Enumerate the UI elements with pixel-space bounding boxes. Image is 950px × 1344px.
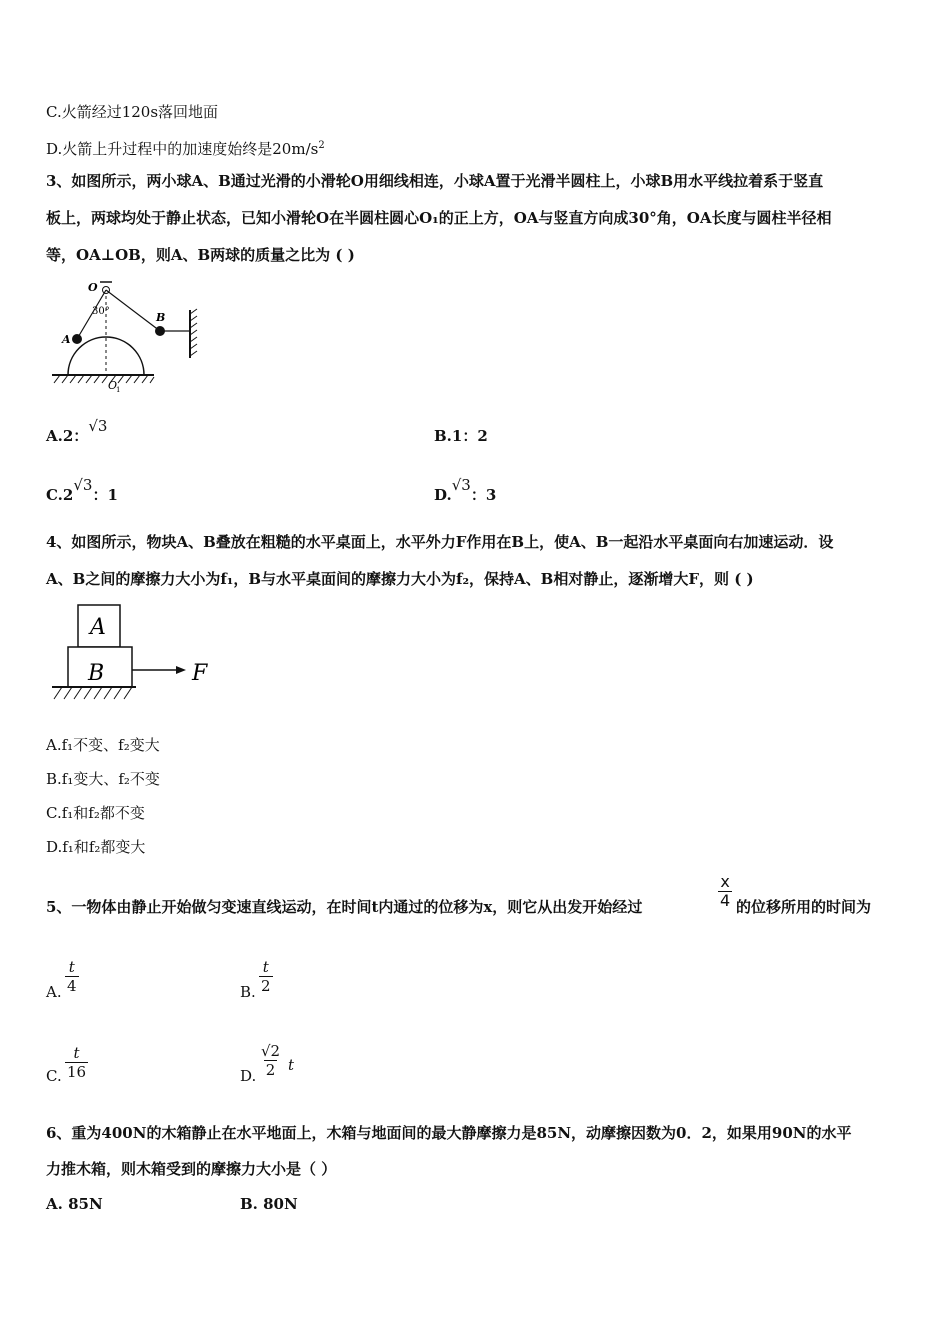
force-label: F bbox=[192, 661, 208, 686]
q5-option-d-tail: t bbox=[288, 1056, 295, 1074]
q5-text-pre: 5、一物体由静止开始做匀变速直线运动，在时间t内通过的位移为x，则它从出发开始经过 bbox=[46, 898, 643, 916]
q3-option-a-sqrt: √3 bbox=[88, 417, 108, 435]
q3-option-c-prefix: C.2 bbox=[46, 486, 74, 504]
q5-option-b-num: t bbox=[262, 958, 269, 976]
q5-option-c-num: t bbox=[73, 1044, 80, 1062]
q4-line-2: A、B之间的摩擦力大小为f₁，B与水平桌面间的摩擦力大小为f₂，保持A、B相对静止，逐渐增大F，则 ( ) bbox=[46, 570, 754, 588]
q5-option-c-den: 16 bbox=[67, 1063, 87, 1081]
q5-fraction-den: 4 bbox=[720, 891, 731, 910]
q3-option-c-sqrt: √3 bbox=[73, 476, 93, 494]
ball-b bbox=[155, 326, 165, 336]
q4-option-b: B.f₁变大、f₂不变 bbox=[46, 770, 160, 788]
q3-option-c-suffix: ：1 bbox=[92, 486, 118, 504]
q3-line-2: 板上，两球均处于静止状态，已知小滑轮O在半圆柱圆心O₁的正上方，OA与竖直方向成30°角，OA长度与圆柱半径相 bbox=[46, 209, 832, 227]
q5-option-b-label: B. bbox=[240, 983, 256, 1001]
label-o: O bbox=[88, 281, 98, 294]
q4-option-c: C.f₁和f₂都不变 bbox=[46, 804, 145, 822]
block-a-label: A bbox=[90, 615, 106, 640]
q5-option-b-frac bbox=[259, 958, 273, 995]
q5-option-c-frac bbox=[65, 1044, 88, 1081]
q2-option-d bbox=[46, 136, 325, 159]
q6-line-2: 力推木箱，则木箱受到的摩擦力大小是（ ） bbox=[46, 1160, 337, 1178]
q4-figure bbox=[46, 600, 226, 710]
q5-option-d-num: √2 bbox=[261, 1042, 281, 1060]
q3-figure bbox=[46, 276, 206, 396]
q4-option-d: D.f₁和f₂都变大 bbox=[46, 838, 146, 856]
q5-line bbox=[46, 897, 642, 917]
q4-line-1: 4、如图所示，物块A、B叠放在粗糙的水平桌面上，水平外力F作用在B上，使A、B一起沿水平桌面向右加速运动．设 bbox=[46, 533, 834, 551]
q3-line-1: 3、如图所示，两小球A、B通过光滑的小滑轮O用细线相连，小球A置于光滑半圆柱上，小球B用水平线拉着系于竖直 bbox=[46, 172, 824, 190]
q5-fraction bbox=[718, 873, 732, 910]
label-b: B bbox=[156, 311, 166, 324]
q3-option-b: B.1：2 bbox=[434, 427, 488, 445]
ball-a bbox=[72, 334, 82, 344]
q5-option-d-den: 2 bbox=[265, 1061, 276, 1079]
q5-option-a-label: A. bbox=[46, 983, 62, 1001]
q6-line-1: 6、重为400N的木箱静止在水平地面上，木箱与地面间的最大静摩擦力是85N，动摩擦因数为0．2，如果用90N的水平 bbox=[46, 1124, 852, 1142]
q5-option-b-den: 2 bbox=[261, 977, 271, 995]
q3-option-a bbox=[46, 417, 108, 446]
q2-option-d-sup: 2 bbox=[318, 140, 325, 151]
q5-fraction-num: x bbox=[720, 872, 730, 891]
q2-option-d-text: D.火箭上升过程中的加速度始终是20m/s bbox=[46, 140, 319, 158]
label-a: A bbox=[62, 333, 71, 346]
block-b-label: B bbox=[88, 661, 105, 686]
q5-option-c-label: C. bbox=[46, 1067, 62, 1085]
q5-option-a-num: t bbox=[68, 958, 75, 976]
q5-option-d-frac bbox=[259, 1042, 282, 1079]
q5-text-post: 的位移所用的时间为 bbox=[736, 898, 872, 916]
q5-option-a-frac bbox=[65, 958, 79, 995]
q2-option-c: C.火箭经过120s落回地面 bbox=[46, 103, 219, 121]
label-angle: 30° bbox=[92, 306, 110, 317]
q3-option-d-suffix: ：3 bbox=[470, 486, 497, 504]
q3-option-c bbox=[46, 476, 118, 505]
q6-option-b: B. 80N bbox=[240, 1195, 298, 1213]
q3-option-d-prefix: D. bbox=[434, 486, 452, 504]
q3-option-a-text: A.2： bbox=[46, 427, 89, 445]
q6-option-a: A. 85N bbox=[46, 1195, 103, 1213]
q3-option-d-sqrt: √3 bbox=[451, 476, 471, 494]
label-o1-sub: 1 bbox=[116, 386, 121, 394]
q3-line-3: 等，OA⊥OB，则A、B两球的质量之比为 ( ) bbox=[46, 246, 355, 264]
q5-option-d-label: D. bbox=[240, 1067, 257, 1085]
q3-option-d bbox=[434, 476, 497, 505]
label-o1: O bbox=[108, 379, 118, 392]
q4-option-a: A.f₁不变、f₂变大 bbox=[46, 736, 160, 754]
q5-option-a-den: 4 bbox=[67, 977, 77, 995]
